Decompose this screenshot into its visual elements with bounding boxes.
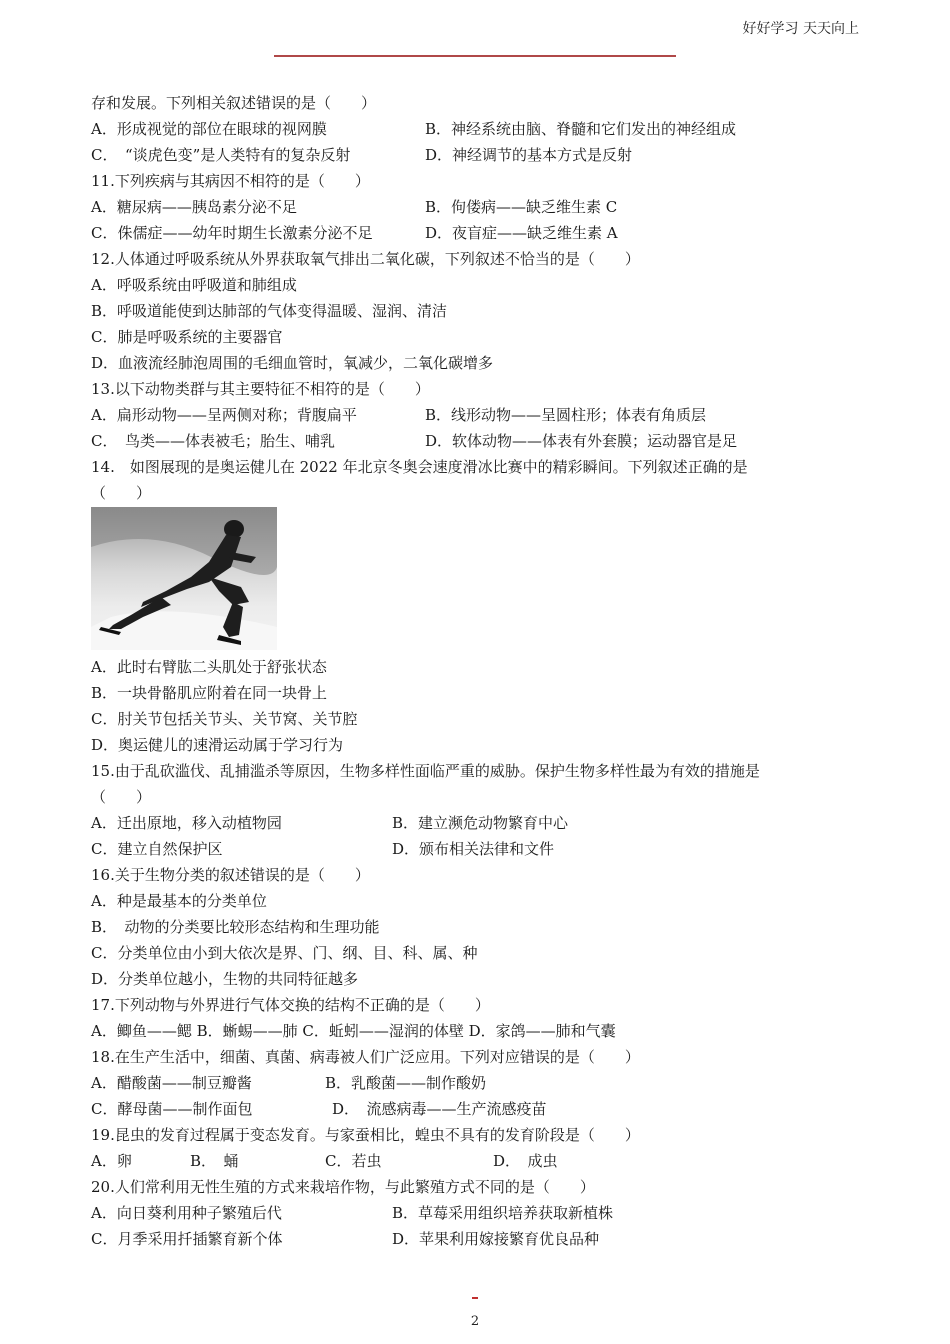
line-text: C．侏儒症——幼年时期生长激素分泌不足 <box>91 224 373 242</box>
line-text: （ ） <box>91 788 152 806</box>
page-number: 2 <box>470 1314 480 1329</box>
line-text: C．肘关节包括关节头、关节窝、关节腔 <box>91 710 358 728</box>
line-text: 17.下列动物与外界进行气体交换的结构不正确的是（ ） <box>91 996 490 1014</box>
line-text: A．向日葵利用种子繁殖后代 <box>91 1204 282 1222</box>
text-line <box>91 657 327 677</box>
text-line <box>91 969 358 989</box>
text-line <box>91 683 327 703</box>
line-text: 18.在生产生活中，细菌、真菌、病毒被人们广泛应用。下列对应错误的是（ ） <box>91 1048 640 1066</box>
line-text: B．呼吸道能使到达肺部的气体变得温暖、湿润、清洁 <box>91 302 448 320</box>
text-line <box>91 943 477 963</box>
text-line <box>91 917 380 937</box>
text-line <box>91 1021 616 1041</box>
skater-illustration <box>91 507 277 650</box>
option-text: C．若虫 <box>325 1152 382 1170</box>
text-line <box>91 119 737 139</box>
line-text: 14. 如图展现的是奥运健儿在 2022 年北京冬奥会速度滑冰比赛中的精彩瞬间。下列叙述正确的是 <box>91 458 748 476</box>
line-text: C．肺是呼吸系统的主要器官 <box>91 328 283 346</box>
option-text: D．颁布相关法律和文件 <box>392 840 555 858</box>
text-line <box>91 483 151 503</box>
line-text: B． 动物的分类要比较形态结构和生理功能 <box>91 918 380 936</box>
line-text: C． “谈虎色变”是人类特有的复杂反射 <box>91 146 351 164</box>
text-line <box>91 1229 600 1249</box>
speed-skater-photo <box>91 507 277 650</box>
line-text: A．扁形动物——呈两侧对称；背腹扁平 <box>91 406 357 424</box>
text-line <box>91 865 370 885</box>
option-text: B． 蛹 <box>190 1152 239 1170</box>
line-text: A．呼吸系统由呼吸道和肺组成 <box>91 276 297 294</box>
text-line <box>91 171 370 191</box>
line-text: D．血液流经肺泡周围的毛细血管时，氧减少，二氧化碳增多 <box>91 354 494 372</box>
line-text: C． 鸟类——体表被毛；胎生、哺乳 <box>91 432 335 450</box>
footer-mark <box>472 1297 478 1299</box>
text-line <box>91 431 738 451</box>
option-text: D．夜盲症——缺乏维生素 A <box>425 224 618 242</box>
line-text: D．奥运健儿的速滑运动属于学习行为 <box>91 736 344 754</box>
option-text: D．苹果利用嫁接繁育优良品种 <box>392 1230 600 1248</box>
line-text: 15.由于乱砍滥伐、乱捕滥杀等原因，生物多样性面临严重的威胁。保护生物多样性最为有效的措施是 <box>91 762 760 780</box>
header-divider <box>274 55 676 57</box>
line-text: C．建立自然保护区 <box>91 840 223 858</box>
text-line <box>91 275 297 295</box>
text-line <box>91 891 267 911</box>
line-text: A．鲫鱼——鳃 B．蜥蜴——肺 C．蚯蚓——湿润的体壁 D．家鸽——肺和气囊 <box>91 1022 616 1040</box>
line-text: 16.关于生物分类的叙述错误的是（ ） <box>91 866 370 884</box>
text-line <box>91 735 343 755</box>
line-text: A．形成视觉的部位在眼球的视网膜 <box>91 120 327 138</box>
line-text: C．酵母菌——制作面包 <box>91 1100 253 1118</box>
text-line <box>91 353 493 373</box>
text-line <box>91 1151 558 1171</box>
text-line <box>91 813 569 833</box>
option-text: B．草莓采用组织培养获取新植株 <box>392 1204 614 1222</box>
line-text: A．醋酸菌——制豆瓣酱 <box>91 1074 252 1092</box>
text-line <box>91 787 151 807</box>
line-text: C．分类单位由小到大依次是界、门、纲、目、科、属、种 <box>91 944 478 962</box>
line-text: 12.人体通过呼吸系统从外界获取氧气排出二氧化碳，下列叙述不恰当的是（ ） <box>91 250 640 268</box>
text-line <box>91 995 490 1015</box>
line-text: 13.以下动物类群与其主要特征不相符的是（ ） <box>91 380 430 398</box>
text-line <box>91 761 760 781</box>
text-line <box>91 457 748 477</box>
line-text: 11.下列疾病与其病因不相符的是（ ） <box>91 172 370 190</box>
text-line <box>91 93 376 113</box>
line-text: A．迁出原地，移入动植物园 <box>91 814 282 832</box>
text-line <box>91 197 618 217</box>
line-text: A．糖尿病——胰岛素分泌不足 <box>91 198 297 216</box>
text-line <box>91 405 707 425</box>
line-text: D．分类单位越小，生物的共同特征越多 <box>91 970 359 988</box>
line-text: A．卵 <box>91 1152 132 1170</box>
text-line <box>91 1177 595 1197</box>
line-text: A．种是最基本的分类单位 <box>91 892 267 910</box>
option-text: B．神经系统由脑、脊髓和它们发出的神经组成 <box>425 120 737 138</box>
text-line <box>91 249 640 269</box>
option-text: D． 流感病毒——生产流感疫苗 <box>332 1100 547 1118</box>
line-text: A．此时右臂肱二头肌处于舒张状态 <box>91 658 327 676</box>
text-line <box>91 709 357 729</box>
line-text: 存和发展。下列相关叙述错误的是（ ） <box>91 94 377 112</box>
line-text: 19.昆虫的发育过程属于变态发育。与家蚕相比，蝗虫不具有的发育阶段是（ ） <box>91 1126 640 1144</box>
option-text: B．线形动物——呈圆柱形；体表有角质层 <box>425 406 707 424</box>
option-text: D．软体动物——体表有外套膜；运动器官是足 <box>425 432 738 450</box>
text-line <box>91 145 633 165</box>
text-line <box>91 1125 640 1145</box>
line-text: 20.人们常利用无性生殖的方式来栽培作物，与此繁殖方式不同的是（ ） <box>91 1178 595 1196</box>
text-line <box>91 327 282 347</box>
header-slogan: 好好学习 天天向上 <box>742 21 859 37</box>
text-line <box>91 839 555 859</box>
option-text: B．乳酸菌——制作酸奶 <box>325 1074 487 1092</box>
option-text: B．建立濒危动物繁育中心 <box>392 814 569 832</box>
text-line <box>91 223 618 243</box>
text-line <box>91 1099 547 1119</box>
text-line <box>91 379 430 399</box>
line-text: C．月季采用扦插繁育新个体 <box>91 1230 283 1248</box>
option-text: B．佝偻病——缺乏维生素 C <box>425 198 618 216</box>
line-text: B．一块骨骼肌应附着在同一块骨上 <box>91 684 328 702</box>
text-line <box>91 1047 640 1067</box>
text-line <box>91 1203 614 1223</box>
line-text: （ ） <box>91 484 152 502</box>
option-text: D． 成虫 <box>493 1152 558 1170</box>
text-line <box>91 1073 487 1093</box>
text-line <box>91 301 447 321</box>
option-text: D．神经调节的基本方式是反射 <box>425 146 633 164</box>
